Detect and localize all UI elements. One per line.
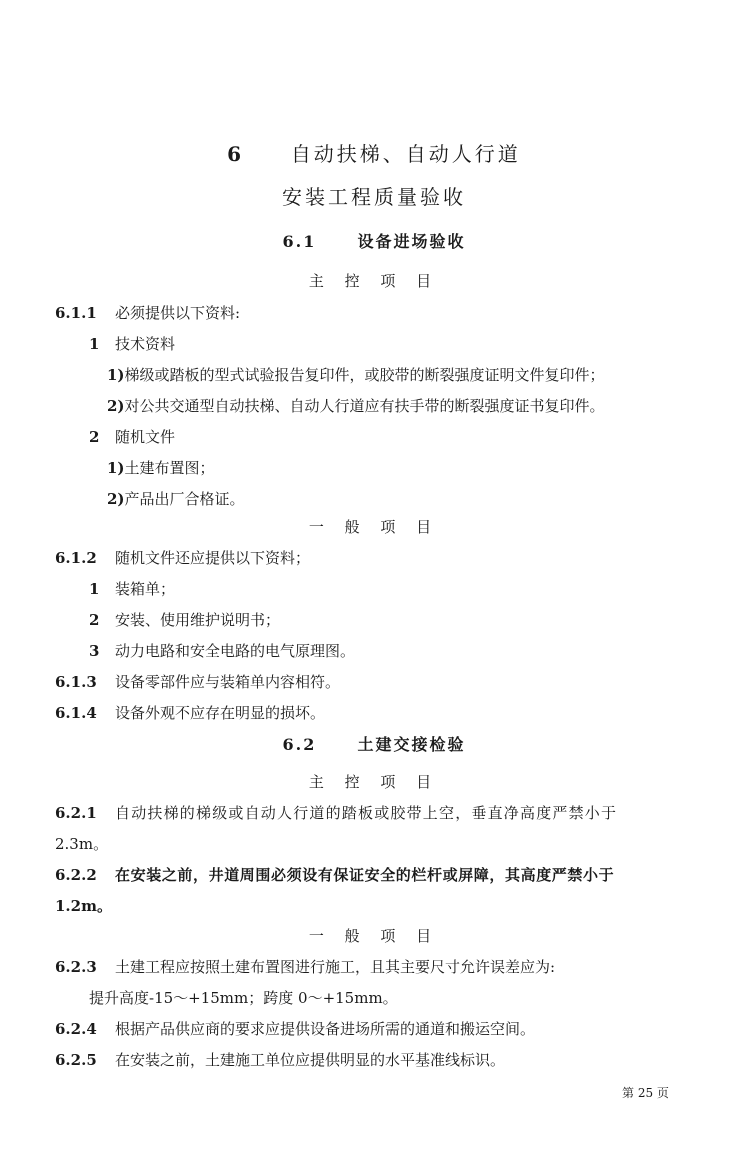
sub-item-number: 2) [107,490,125,508]
clause-6-2-5 [55,1050,505,1070]
general-items-label: 一 般 项 目 [308,518,440,536]
section-number: 6.2 [282,735,317,754]
chapter-number: 6 [227,142,245,166]
clause-6-2-4 [55,1019,535,1039]
clause-text: 必须提供以下资料: [115,304,241,322]
general-items-label: 一 般 项 目 [308,927,440,945]
clause-text: 在安装之前，井道周围必须设有保证安全的栏杆或屏障，其高度严禁小于 [115,866,615,884]
page-number: 第 25 页 [622,1086,669,1100]
item-number: 3 [89,642,100,660]
sub-item-text: 土建布置图； [124,459,215,477]
sub-item [107,458,215,478]
clause-text: 土建工程应按照土建布置图进行施工，且其主要尺寸允许误差应为: [115,958,556,976]
clause-number: 6.1.4 [55,704,97,722]
sub-item-number: 1) [107,366,125,384]
clause-number: 6.2.1 [55,804,97,822]
item-number: 1 [89,335,100,353]
clause-continuation: 2.3m。 [55,835,109,853]
clause-6-1-2 [55,548,310,568]
list-item [89,641,355,661]
sub-item-number: 1) [107,459,125,477]
sub-item-text: 对公共交通型自动扶梯、自动人行道应有扶手带的断裂强度证书复印件。 [124,397,605,415]
section-number: 6.1 [282,232,317,251]
main-items-label: 主 控 项 目 [308,773,440,791]
clause-continuation: 1.2m。 [55,897,112,915]
sub-item [107,489,245,509]
clause-number: 6.2.2 [55,866,97,884]
clause-number: 6.2.5 [55,1051,97,1069]
section-heading-6-1 [0,231,748,253]
sub-item [107,365,605,385]
section-title: 设备进场验收 [357,232,466,251]
clause-number: 6.1.2 [55,549,97,567]
section-title: 土建交接检验 [357,735,466,754]
clause-6-2-3 [55,957,555,977]
clause-detail: 提升高度-15～+15mm；跨度 0～+15mm。 [89,989,398,1007]
list-item [89,334,175,354]
sub-item-text: 产品出厂合格证。 [124,490,245,508]
clause-6-1-4 [55,703,325,723]
item-text: 技术资料 [115,335,176,353]
clause-6-1-1 [55,303,240,323]
list-item [89,579,175,599]
clause-6-2-2 [55,865,692,885]
clause-number: 6.2.3 [55,958,97,976]
item-text: 动力电路和安全电路的电气原理图。 [115,642,356,660]
sub-item-number: 2) [107,397,125,415]
item-number: 2 [89,611,100,629]
clause-text: 设备零部件应与装箱单内容相符。 [115,673,341,691]
item-number: 2 [89,428,100,446]
item-text: 装箱单； [115,580,176,598]
clause-text: 根据产品供应商的要求应提供设备进场所需的通道和搬运空间。 [115,1020,536,1038]
clause-6-1-3 [55,672,340,692]
list-item [89,610,280,630]
sub-item-text: 梯级或踏板的型式试验报告复印件，或胶带的断裂强度证明文件复印件； [124,366,605,384]
clause-number: 6.1.3 [55,673,97,691]
item-text: 安装、使用维护说明书； [115,611,281,629]
clause-text: 在安装之前，土建施工单位应提供明显的水平基准线标识。 [115,1051,506,1069]
item-text: 随机文件 [115,428,176,446]
item-number: 1 [89,580,100,598]
sub-item [107,396,605,416]
clause-number: 6.1.1 [55,304,97,322]
section-heading-6-2 [0,734,748,756]
clause-6-2-1 [55,803,692,823]
chapter-title-line2: 安装工程质量验收 [282,185,466,209]
chapter-title [0,141,748,167]
chapter-title-line1: 自动扶梯、自动人行道 [290,142,521,166]
clause-text: 设备外观不应存在明显的损坏。 [115,704,326,722]
clause-text: 随机文件还应提供以下资料； [115,549,311,567]
main-items-label: 主 控 项 目 [308,272,440,290]
clause-text: 自动扶梯的梯级或自动人行道的踏板或胶带上空，垂直净高度严禁小于 [115,804,618,822]
list-item [89,427,175,447]
clause-number: 6.2.4 [55,1020,97,1038]
